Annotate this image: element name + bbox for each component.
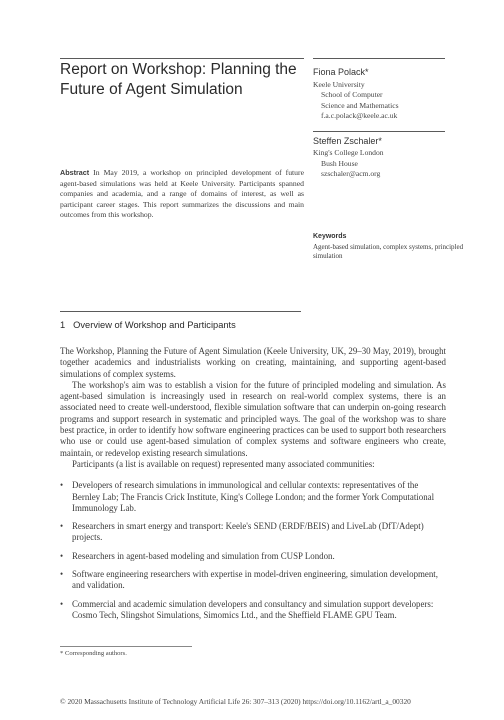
list-item: [60, 551, 446, 562]
section-heading: [60, 320, 236, 330]
top-rule-left: [60, 58, 304, 59]
author-1: [313, 67, 483, 122]
paragraph: The workshop's aim was to establish a vision for the future of principled modeling and simulation. As agent-based simulation is increasingly used in research on real-world complex systems, there is an associated need to create well-understood, flexible simulation software that can underpin on-going research programs and support research in systematic and principled ways. The goal of the workshop was to share best practice, in order to identify how software engineering practices can be used to support both researchers who use or could use agent-based simulation of complex systems and software engineers who create, maintain, or redevelop existing research simulations.: [60, 379, 446, 458]
bullet-icon: •: [60, 521, 64, 532]
author-affiliation: Keele University: [313, 79, 365, 89]
author-affiliation: School of Computer: [321, 90, 383, 99]
bullet-icon: •: [60, 598, 64, 609]
section-number: 1: [60, 320, 66, 330]
list-item: [60, 480, 446, 514]
abstract: [60, 168, 304, 221]
list-item-text: Software engineering researchers with expertise in model-driven engineering, simulation development, and validation.: [72, 569, 438, 591]
list-item-text: Researchers in smart energy and transport: Keele's SEND (ERDF/BEIS) and LiveLab (DfT/Adept) projects.: [72, 521, 424, 543]
page-footer: © 2020 Massachusetts Institute of Technology Artificial Life 26: 307–313 (2020) https://doi.org/10.1162/artl_a_00320: [60, 697, 411, 706]
author-email[interactable]: szschaler@acm.org: [321, 169, 381, 178]
paragraph: Participants (a list is available on request) represented many associated communities:: [72, 458, 375, 469]
keywords-label: Keywords: [313, 233, 347, 240]
list-item-text: Developers of research simulations in immunological and cellular contexts: representatives of the Bernley Lab; The Francis Crick Institute, King's College London; and the former York Computational Immunology Lab.: [72, 480, 435, 513]
footnote: * Corresponding authors.: [60, 650, 127, 657]
keywords: [313, 232, 493, 262]
keywords-text: Agent-based simulation, complex systems, principled simulation: [313, 242, 464, 260]
list-item: [60, 521, 446, 544]
list-item-text: Researchers in agent-based modeling and simulation from CUSP London.: [72, 550, 335, 561]
author-name: Steffen Zschaler*: [313, 135, 382, 146]
section-rule: [60, 311, 301, 312]
list-item: [60, 569, 446, 592]
author-affiliation: Bush House: [321, 158, 358, 168]
list-item-text: Commercial and academic simulation developers and consultancy and simulation support developers: Cosmo Tech, Slingshot Simulations, Simomics Ltd., and the Sheffield FLAME GPU Team.: [72, 598, 434, 620]
list-item: [60, 599, 446, 622]
author-affiliation: King's College London: [313, 148, 384, 157]
section-title: Overview of Workshop and Participants: [73, 320, 236, 330]
footnote-rule: [60, 646, 192, 647]
participant-list: [60, 480, 446, 621]
top-rule-right: [313, 58, 445, 59]
title-block: [60, 60, 305, 100]
bullet-icon: •: [60, 480, 64, 491]
author-email[interactable]: f.a.c.polack@keele.ac.uk: [321, 111, 398, 120]
author-divider: [313, 131, 445, 132]
paragraph: The Workshop, Planning the Future of Agent Simulation (Keele University, UK, 29–30 May, 2019), brought together academics and industrialists working on creating, maintaining, and supporting agent-based simulations of complex systems.: [60, 346, 446, 379]
bullet-icon: •: [60, 550, 64, 561]
paper-title: Report on Workshop: Planning the Future of Agent Simulation: [60, 61, 297, 98]
body-text: [60, 346, 446, 628]
author-2: [313, 136, 483, 180]
author-affiliation: Science and Mathematics: [321, 100, 399, 110]
abstract-label: Abstract: [60, 168, 90, 177]
abstract-text: In May 2019, a workshop on principled development of future agent-based simulations was held at Keele University. Participants spanned companies and academia, and a range of domains of interest, as well as participant career stages. This report summarizes the discussions and main outcomes from this workshop.: [60, 168, 304, 220]
bullet-icon: •: [60, 569, 64, 580]
author-name: Fiona Polack*: [313, 67, 369, 77]
